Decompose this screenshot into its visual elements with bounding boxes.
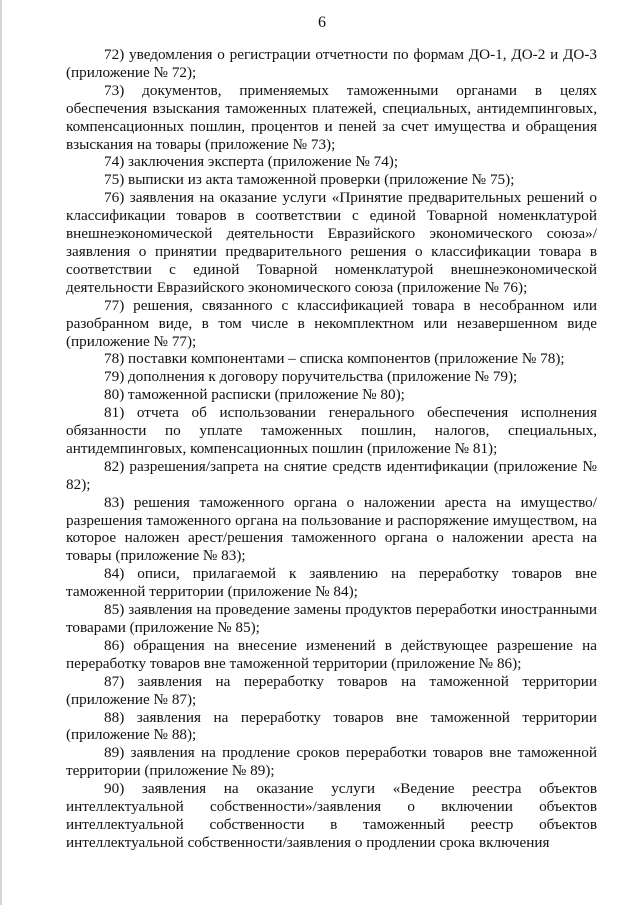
list-item-74: 74) заключения эксперта (приложение № 74);	[104, 153, 399, 171]
list-item-88: 88) заявления на переработку товаров вне таможенной территории (приложение № 88);	[66, 708, 597, 744]
document-body	[66, 46, 597, 852]
list-item-80: 80) таможенной расписки (приложение № 80);	[104, 386, 405, 404]
list-item-76: 76) заявления на оказание услуги «Принятие предварительных решений о классификации товаров в соответствии с единой Товарной номенклатурой внешнеэкономической деятельности Евразийского экономического союза»/заявления о принятии предварительного решения о классификации товара в соответствии с единой Товарной номенклатурой внешнеэкономической деятельности Евразийского экономического союза (приложение № 76);	[66, 189, 597, 296]
list-item-84: 84) описи, прилагаемой к заявлению на переработку товаров вне таможенной территории (приложение № 84);	[66, 565, 597, 601]
list-item-87: 87) заявления на переработку товаров на таможенной территории (приложение № 87);	[66, 672, 597, 708]
list-item-89: 89) заявления на продление сроков переработки товаров вне таможенной территории (приложение № 89);	[66, 744, 597, 780]
list-item-81: 81) отчета об использовании генерального обеспечения исполнения обязанности по уплате таможенных пошлин, налогов, специальных, антидемпинговых, компенсационных пошлин (приложение № 81);	[66, 404, 597, 457]
list-item-77: 77) решения, связанного с классификацией товара в несобранном или разобранном виде, в том числе в некомплектном или незавершенном виде (приложение № 77);	[66, 296, 597, 350]
list-item-83: 83) решения таможенного органа о наложении ареста на имущество/разрешения таможенного органа на пользование и распоряжение имуществом, на которое наложен арест/решения таможенного органа о наложении ареста на товары (приложение № 83);	[66, 493, 597, 565]
list-item-78: 78) поставки компонентами – списка компонентов (приложение № 78);	[104, 350, 565, 368]
list-item-86: 86) обращения на внесение изменений в действующее разрешение на переработку товаров вне таможенной территории (приложение № 86);	[66, 636, 597, 672]
list-item-90: 90) заявления на оказание услуги «Ведение реестра объектов интеллектуальной собственности»/заявления о включении объектов интеллектуальной собственности в таможенный реестр объектов интеллектуальной собственности/заявления о продлении срока включения	[66, 780, 597, 851]
list-item-85: 85) заявления на проведение замены продуктов переработки иностранными товарами (приложение № 85);	[66, 601, 597, 636]
list-item-72: 72) уведомления о регистрации отчетности по формам ДО-1, ДО-2 и ДО-3 (приложение № 72);	[66, 46, 597, 81]
list-item-75: 75) выписки из акта таможенной проверки (приложение № 75);	[104, 171, 515, 189]
page-number: 6	[318, 14, 326, 31]
list-item-82: 82) разрешения/запрета на снятие средств идентификации (приложение № 82);	[66, 457, 597, 493]
list-item-73: 73) документов, применяемых таможенными органами в целях обеспечения взыскания таможенных платежей, специальных, антидемпинговых, компенсационных пошлин, процентов и пеней за счет имущества и обращения взыскания на товары (приложение № 73);	[66, 81, 597, 153]
list-item-79: 79) дополнения к договору поручительства (приложение № 79);	[104, 368, 518, 386]
